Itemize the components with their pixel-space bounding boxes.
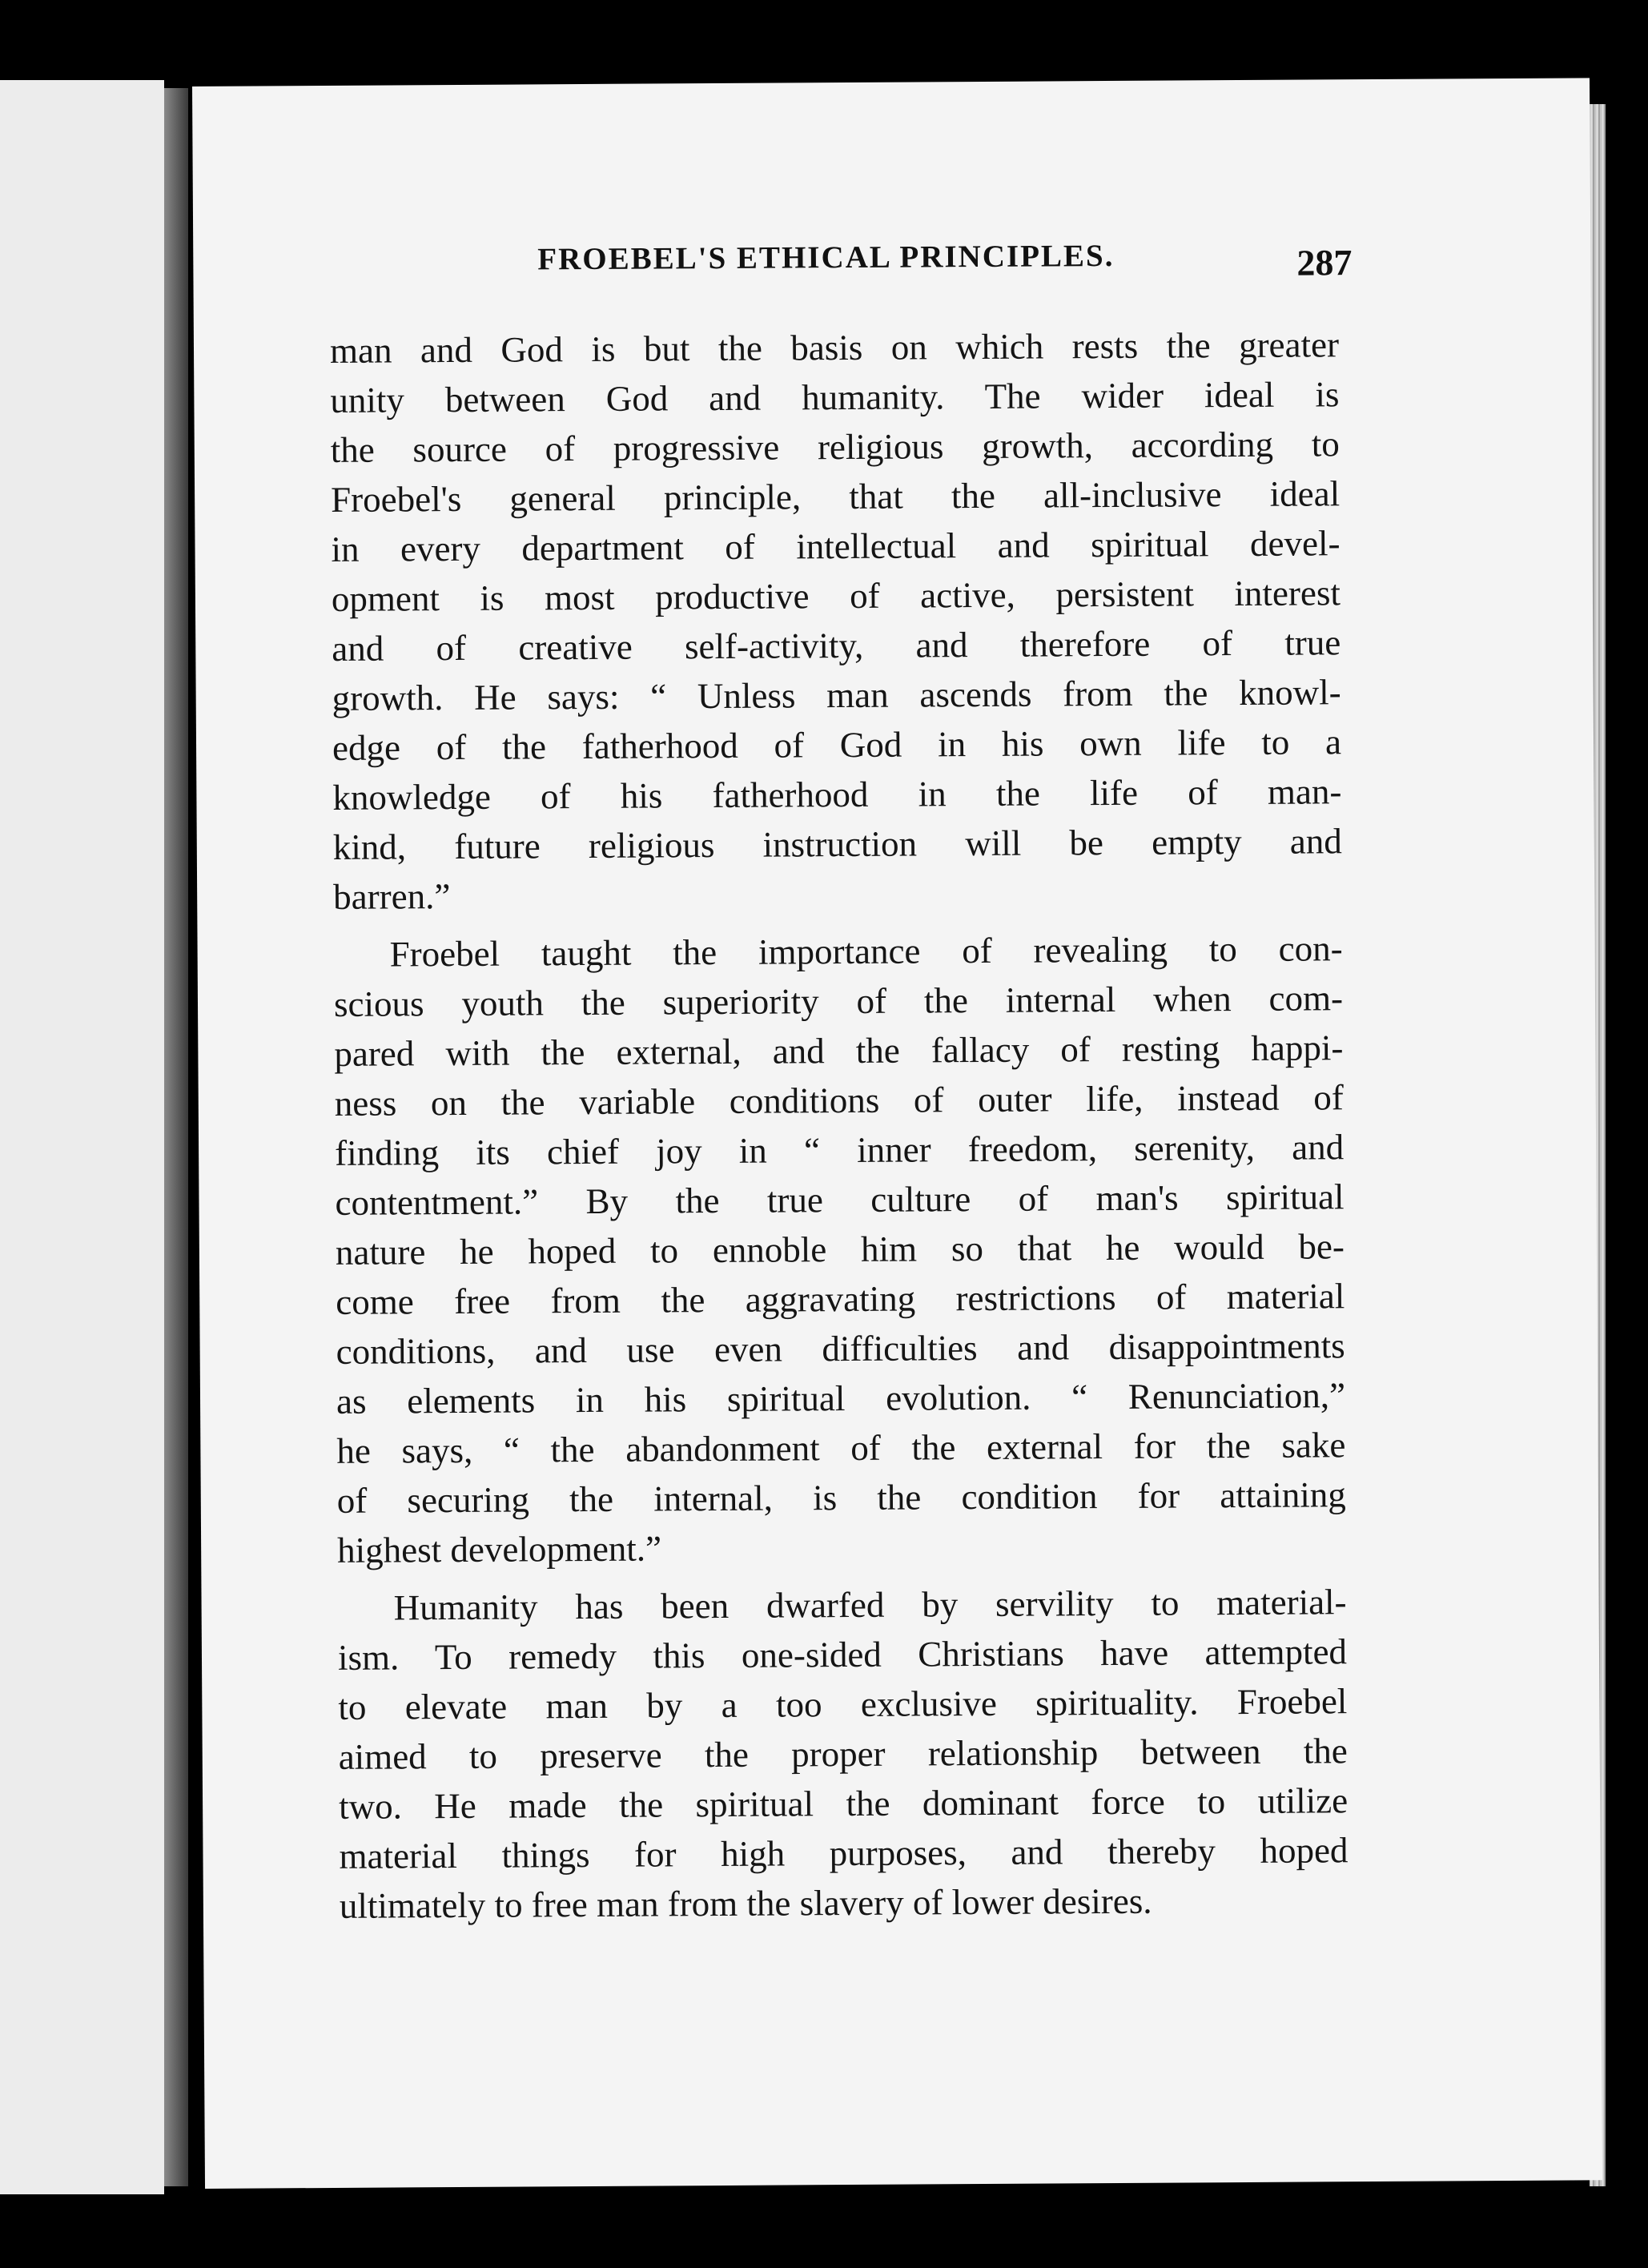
- text-line: as elements in his spiritual evolution. “ Renunciation,”: [336, 1375, 1346, 1422]
- text-line: barren.”: [333, 876, 451, 917]
- text-line: ultimately to free man from the slavery of lower desires.: [339, 1880, 1152, 1926]
- text-line: two. He made the spiritual the dominant force to utilize: [338, 1780, 1349, 1827]
- paragraph: [337, 1577, 1349, 1931]
- text-line: contentment.” By the true culture of man's spiritual: [335, 1176, 1345, 1223]
- text-line: nature he hoped to ennoble him so that he would be-: [335, 1226, 1345, 1273]
- paragraph: [333, 923, 1346, 1575]
- text-line: Humanity has been dwarfed by servility to material-: [393, 1582, 1347, 1628]
- text-line: man and God is but the basis on which rests the greater: [329, 324, 1340, 371]
- text-line: finding its chief joy in “ inner freedom, serenity, and: [334, 1127, 1345, 1173]
- text-line: kind, future religious instruction will be empty and: [332, 821, 1342, 867]
- text-line: of securing the internal, is the condition for attaining: [336, 1474, 1346, 1521]
- text-line: ness on the variable conditions of outer life, instead of: [334, 1077, 1344, 1124]
- running-title: FROEBEL'S ETHICAL PRINCIPLES.: [537, 238, 1115, 277]
- text-line: come free from the aggravating restrictions of material: [336, 1276, 1345, 1322]
- text-line: unity between God and humanity. The wider ideal is: [330, 374, 1340, 420]
- facing-page: [0, 80, 164, 2194]
- text-line: aimed to preserve the proper relationship between the: [338, 1731, 1348, 1777]
- text-line: conditions, and use even difficulties and disappointments: [336, 1325, 1345, 1372]
- text-line: and of creative self-activity, and therefore of true: [332, 622, 1341, 669]
- text-line: Froebel taught the importance of revealing to con-: [389, 928, 1343, 975]
- book-gutter: [164, 88, 188, 2186]
- text-line: ism. To remedy this one-sided Christians have attempted: [337, 1631, 1348, 1678]
- text-line: knowledge of his fatherhood in the life of man-: [332, 771, 1342, 818]
- text-line: opment is most productive of active, persistent interest: [331, 573, 1341, 619]
- text-line: pared with the external, and the fallacy of resting happi-: [334, 1027, 1344, 1074]
- text-line: edge of the fatherhood of God in his own life to a: [332, 722, 1342, 768]
- book-page: [192, 78, 1602, 2189]
- text-line: he says, “ the abandonment of the external for the sake: [336, 1425, 1346, 1471]
- body-text: [330, 320, 1349, 1931]
- text-line: growth. He says: “ Unless man ascends from the knowl-: [332, 672, 1341, 718]
- page-number: 287: [1296, 242, 1353, 284]
- running-head: [193, 235, 1590, 292]
- text-line: scious youth the superiority of the internal when com-: [333, 978, 1344, 1024]
- text-line: in every department of intellectual and spiritual devel-: [331, 523, 1341, 569]
- text-line: Froebel's general principle, that the all-inclusive ideal: [331, 473, 1341, 520]
- text-line: the source of progressive religious growth, according to: [330, 424, 1340, 470]
- text-line: to elevate man by a too exclusive spirituality. Froebel: [338, 1681, 1348, 1727]
- text-line: highest development.”: [337, 1528, 662, 1570]
- text-line: material things for high purposes, and thereby hoped: [339, 1830, 1349, 1876]
- paragraph: [330, 320, 1343, 922]
